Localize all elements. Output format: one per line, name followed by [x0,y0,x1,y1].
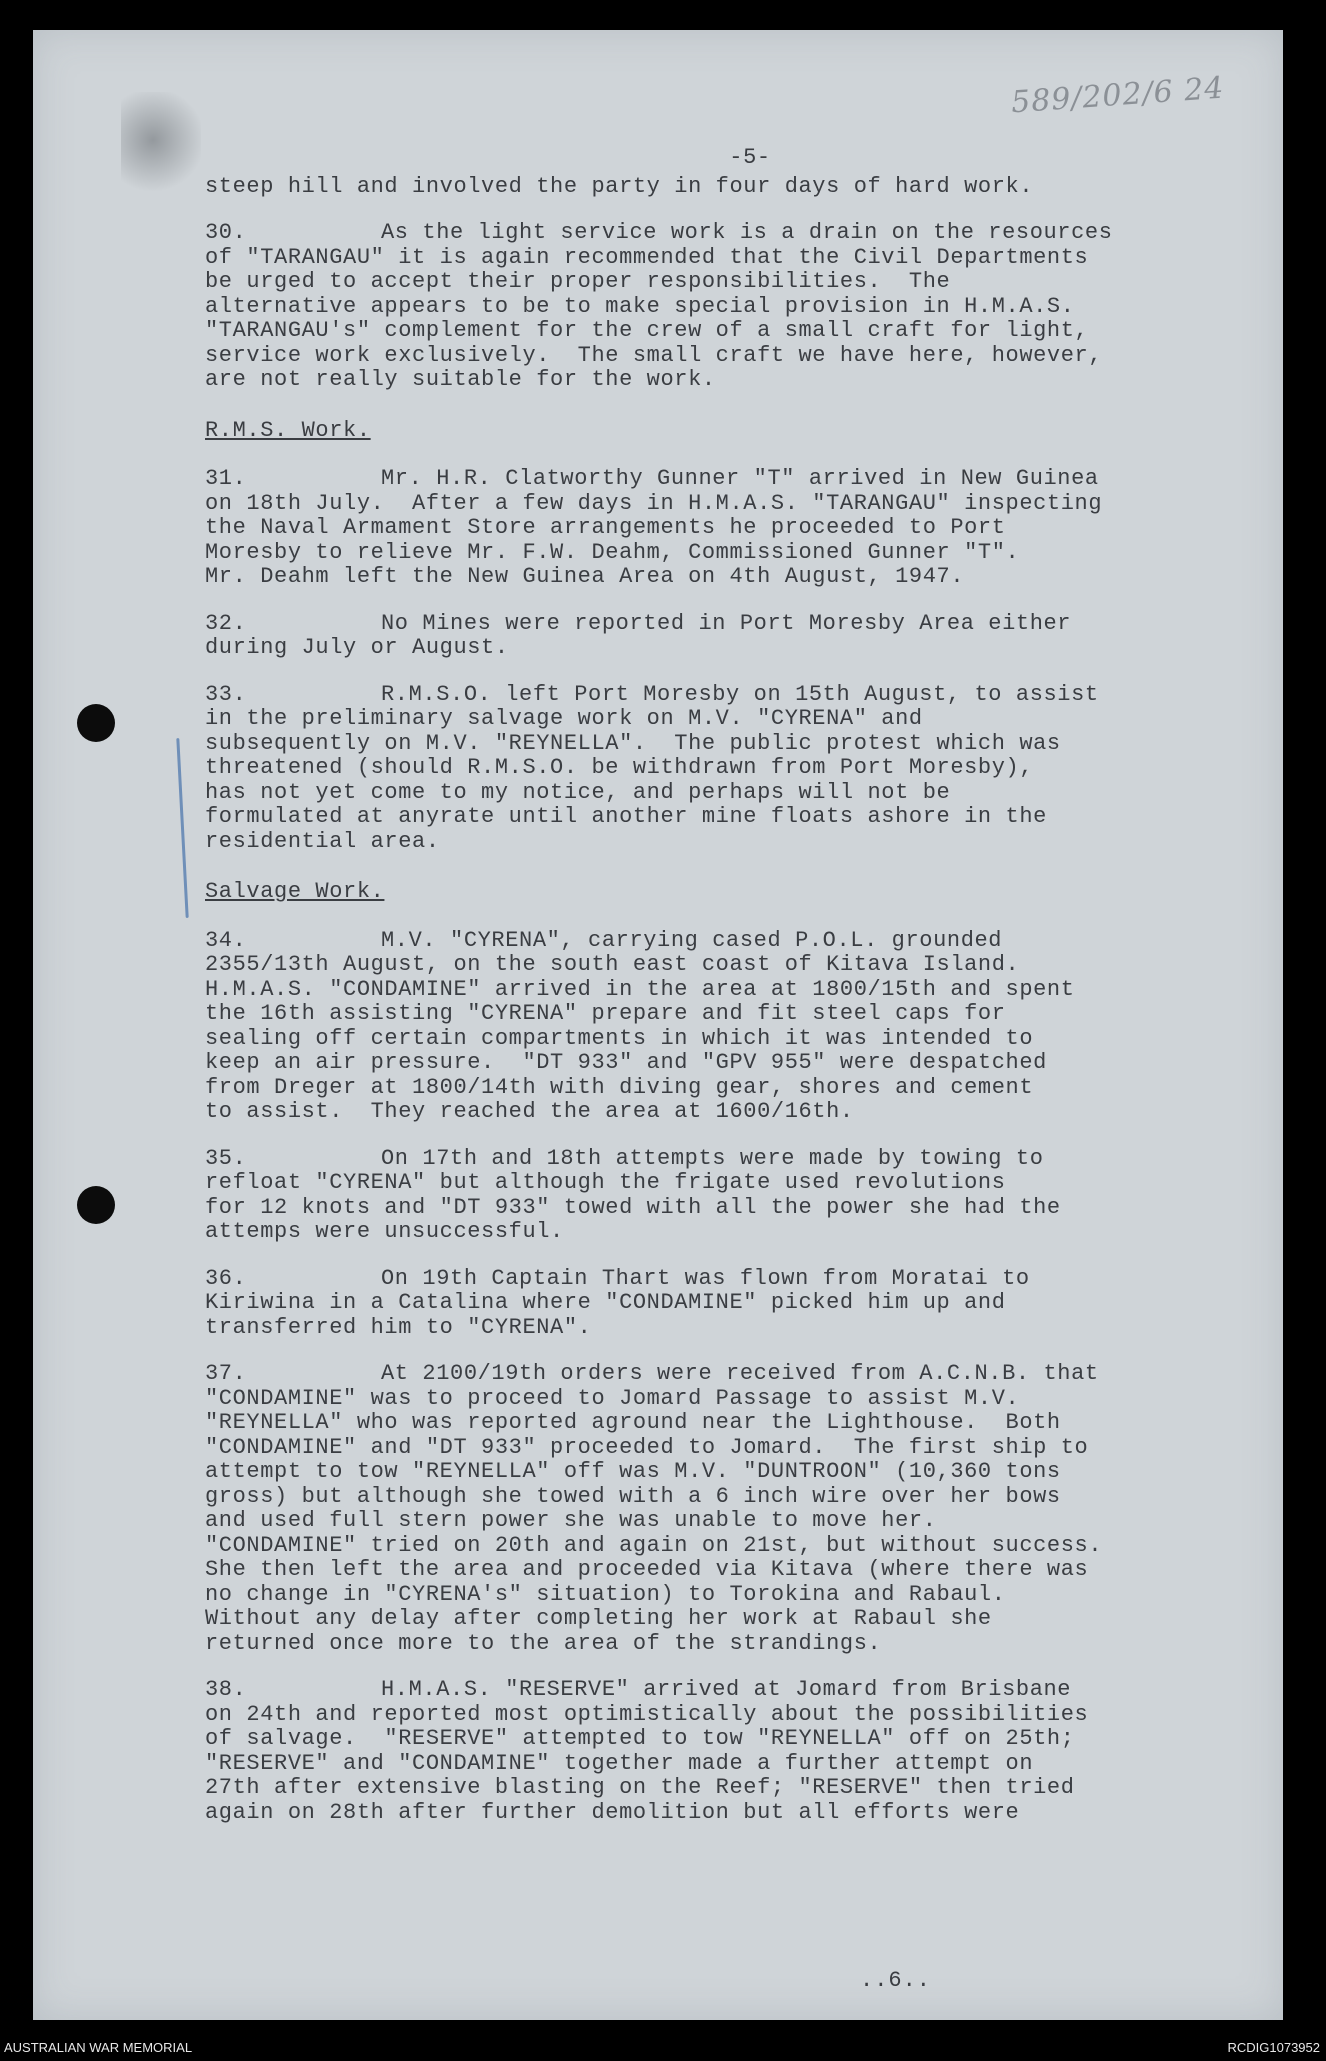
paragraph-text: As the light service work is a drain on the resources [381,220,1113,245]
section-heading-salvage: Salvage Work. [205,879,385,904]
numbered-paragraph [205,683,1235,855]
handwritten-reference: 589/202/6 24 [1010,70,1226,121]
text-line [205,1147,1235,1172]
numbered-paragraph [205,1362,1235,1656]
text-line: "REYNELLA" who was reported aground near the Lighthouse. Both [205,1410,1061,1435]
text-line: from Dreger at 1800/14th with diving gear, shores and cement [205,1074,1034,1100]
paragraph-text: No Mines were reported in Port Moresby Area either [381,610,1072,636]
numbered-paragraph [205,612,1235,661]
text-line: returned once more to the area of the strandings. [205,1630,882,1656]
text-line: of salvage. "RESERVE" attempted to tow "REYNELLA" off on 25th; [205,1726,1075,1751]
text-line: in the preliminary salvage work on M.V. "CYRENA" and [205,706,923,731]
continuation-line [205,175,1235,200]
text-line: subsequently on M.V. "REYNELLA". The public protest which was [205,730,1061,756]
paragraph-number: 31. [205,466,247,491]
paragraph-text: M.V. "CYRENA", carrying cased P.O.L. grounded [381,927,1003,953]
text-line: on 18th July. After a few days in H.M.A.S. "TARANGAU" inspecting [205,490,1103,516]
text-line: sealing off certain compartments in which it was intended to [205,1025,1034,1051]
numbered-paragraph [205,221,1235,393]
text-line: the 16th assisting "CYRENA" prepare and fit steel caps for [205,1001,1006,1026]
paragraph-group-c [205,929,1235,1826]
text-line: refloat "CYRENA" but although the frigate used revolutions [205,1170,1006,1195]
paragraph-text: R.M.S.O. left Port Moresby on 15th August, to assist [381,681,1099,707]
text-line: keep an air pressure. "DT 933" and "GPV 955" were despatched [205,1050,1047,1075]
text-line [205,1678,1235,1703]
section-heading-rms: R.M.S. Work. [205,417,371,443]
text-line: service work exclusively. The small craft we have here, however, [205,342,1103,368]
text-line [205,467,1235,492]
archive-name: AUSTRALIAN WAR MEMORIAL [4,2040,193,2055]
paragraph-text: On 17th and 18th attempts were made by towing to [381,1145,1044,1171]
paragraph-number: 32. [205,610,247,636]
text-line: steep hill and involved the party in four days of hard work. [205,173,1034,199]
text-line: Kiriwina in a Catalina where "CONDAMINE" picked him up and [205,1290,1006,1315]
paragraph-group-a [205,221,1235,393]
paragraph-text: Mr. H.R. Clatworthy Gunner "T" arrived in New Guinea [381,466,1099,491]
text-line: Moresby to relieve Mr. F.W. Deahm, Commissioned Gunner "T". [205,539,1020,565]
text-line: H.M.A.S. "CONDAMINE" arrived in the area at 1800/15th and spent [205,976,1075,1002]
text-line: be urged to accept their proper responsibilities. The [205,269,951,294]
text-line [205,1362,1235,1387]
text-line: attempt to tow "REYNELLA" off was M.V. "DUNTROON" (10,360 tons [205,1459,1061,1484]
text-line: Mr. Deahm left the New Guinea Area on 4th August, 1947. [205,564,965,589]
paragraph-text: H.M.A.S. "RESERVE" arrived at Jomard from Brisbane [381,1677,1072,1702]
paragraph-number: 37. [205,1361,247,1386]
text-line: "CONDAMINE" was to proceed to Jomard Passage to assist M.V. [205,1385,1020,1411]
typed-text-body [205,146,1235,1847]
archive-reference: RCDIG1073952 [1227,2040,1320,2055]
text-line: has not yet come to my notice, and perhaps will not be [205,779,951,805]
numbered-paragraph [205,929,1235,1125]
text-line: Without any delay after completing her work at Rabaul she [205,1606,992,1631]
continued-marker: ..6.. [860,1968,932,1993]
text-line [205,683,1235,708]
text-line: on 24th and reported most optimistically about the possibilities [205,1701,1089,1727]
paragraph-number: 36. [205,1265,247,1291]
text-line [205,1267,1235,1292]
margin-pen-mark [176,738,188,918]
paragraph-text: On 19th Captain Thart was flown from Moratai to [381,1265,1030,1291]
paragraph-number: 34. [205,927,247,953]
text-line: during July or August. [205,635,509,660]
paper-stain [121,92,201,212]
text-line: for 12 knots and "DT 933" towed with all the power she had the [205,1194,1061,1220]
paragraph-number: 35. [205,1145,247,1171]
text-line [205,221,1235,246]
paragraph-number: 30. [205,220,247,245]
text-line: again on 28th after further demolition but all efforts were [205,1799,1020,1825]
punch-hole-top [77,704,115,742]
numbered-paragraph [205,467,1235,590]
text-line [205,612,1235,637]
text-line: "TARANGAU's" complement for the crew of a small craft for light, [205,318,1089,343]
text-line: to assist. They reached the area at 1600/16th. [205,1099,854,1124]
text-line: 2355/13th August, on the south east coast of Kitava Island. [205,952,1020,977]
paragraph-group-b [205,467,1235,854]
text-line: alternative appears to be to make special provision in H.M.A.S. [205,293,1075,319]
numbered-paragraph [205,1147,1235,1245]
page-number: -5- [729,145,771,170]
paragraph-number: 38. [205,1677,247,1702]
text-line: no change in "CYRENA's" situation) to Torokina and Rabaul. [205,1581,1006,1607]
text-line: are not really suitable for the work. [205,367,716,392]
text-line: "CONDAMINE" tried on 20th and again on 21st, but without success. [205,1532,1103,1558]
text-line [205,929,1235,954]
text-line: of "TARANGAU" it is again recommended that the Civil Departments [205,244,1089,270]
text-line: threatened (should R.M.S.O. be withdrawn from Port Moresby), [205,755,1034,780]
text-line: the Naval Armament Store arrangements he proceeded to Port [205,515,1006,540]
text-line: "CONDAMINE" and "DT 933" proceeded to Jomard. The first ship to [205,1434,1089,1460]
numbered-paragraph [205,1678,1235,1825]
text-line: attemps were unsuccessful. [205,1219,564,1244]
paragraph-number: 33. [205,681,247,707]
archive-strip [0,2033,1326,2061]
text-line: residential area. [205,828,440,854]
text-line: She then left the area and proceeded via Kitava (where there was [205,1557,1089,1582]
text-line: gross) but although she towed with a 6 inch wire over her bows [205,1483,1061,1509]
text-line: "RESERVE" and "CONDAMINE" together made a further attempt on [205,1750,1034,1776]
text-line: 27th after extensive blasting on the Reef; "RESERVE" then tried [205,1775,1075,1800]
text-line: and used full stern power she was unable to move her. [205,1508,937,1533]
text-line: transferred him to "CYRENA". [205,1314,592,1340]
text-line: formulated at anyrate until another mine floats ashore in the [205,804,1047,829]
paragraph-text: At 2100/19th orders were received from A.C.N.B. that [381,1361,1099,1386]
numbered-paragraph [205,1267,1235,1341]
punch-hole-bottom [77,1186,115,1224]
